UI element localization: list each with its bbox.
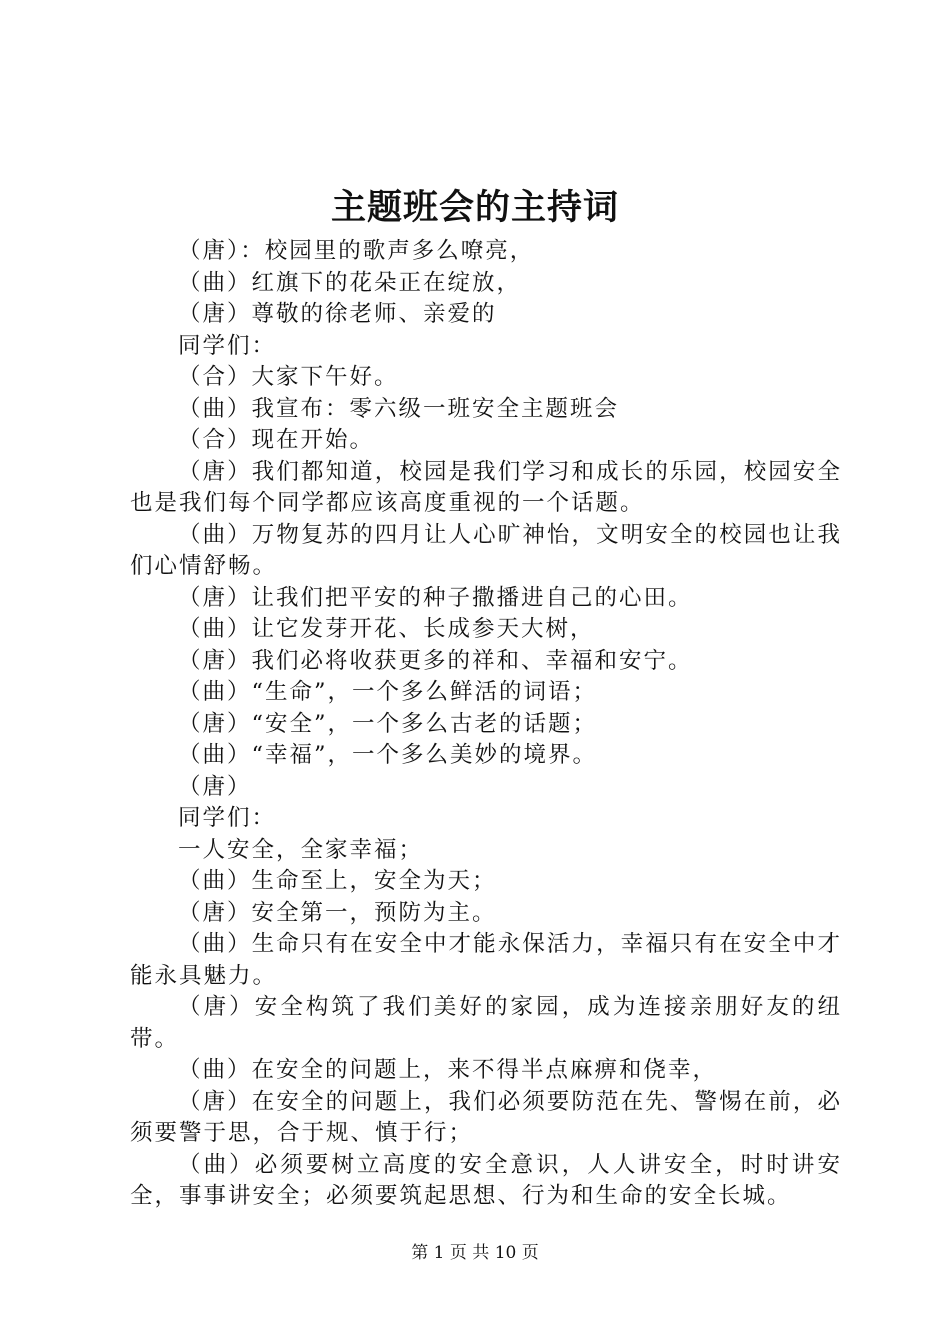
paragraph: （合）大家下午好。 xyxy=(178,364,399,390)
paragraph: （唐）安全第一，预防为主。 xyxy=(178,899,497,926)
paragraph: （曲）生命只有在安全中才能永保活力，幸福只有在安全中才能永具魅力。 xyxy=(130,931,842,989)
paragraph: （唐）安全构筑了我们美好的家园，成为连接亲朋好友的纽带。 xyxy=(130,994,842,1052)
paragraph: （曲）在安全的问题上，来不得半点麻痹和侥幸， xyxy=(178,1057,718,1083)
paragraph: （曲）“幸福”，一个多么美妙的境界。 xyxy=(178,742,598,768)
paragraph: （唐） xyxy=(178,773,252,800)
page-title: 主题班会的主持词 xyxy=(330,187,619,228)
paragraph: （曲）我宣布：零六级一班安全主题班会 xyxy=(178,395,620,422)
paragraph: （唐）：校园里的歌声多么嘹亮， xyxy=(178,238,535,264)
paragraph: （曲）“生命”，一个多么鲜活的词语； xyxy=(178,679,598,705)
paragraph: 同学们： xyxy=(178,805,277,831)
paragraph: （曲）必须要树立高度的安全意识，人人讲安全，时时讲安全，事事讲安全；必须要筑起思想、行为和生命的安全长城。 xyxy=(130,1151,842,1209)
paragraph: （合）现在开始。 xyxy=(178,427,375,453)
paragraph: （曲）红旗下的花朵正在绽放， xyxy=(178,269,522,296)
document-body xyxy=(130,236,842,1213)
paragraph: （曲）生命至上，安全为天； xyxy=(178,868,497,894)
paragraph: （唐）在安全的问题上，我们必须要防范在先、警惕在前，必须要警于思，合于规、慎于行； xyxy=(130,1088,842,1146)
paragraph: 一人安全，全家幸福； xyxy=(178,836,424,863)
paragraph: （曲）让它发芽开花、长成参天大树， xyxy=(178,616,595,642)
paragraph: （唐）让我们把平安的种子撒播进自己的心田。 xyxy=(178,584,693,611)
paragraph: （唐）我们都知道，校园是我们学习和成长的乐园，校园安全也是我们每个同学都应该高度重视的一个话题。 xyxy=(130,458,842,516)
paragraph: （唐）我们必将收获更多的祥和、幸福和安宁。 xyxy=(178,647,693,674)
paragraph: （曲）万物复苏的四月让人心旷神怡，文明安全的校园也让我们心情舒畅。 xyxy=(130,521,842,579)
paragraph: （唐）“安全”，一个多么古老的话题； xyxy=(178,710,598,737)
paragraph: 同学们： xyxy=(178,332,277,359)
page-footer: 第 1 页 共 10 页 xyxy=(411,1243,539,1263)
paragraph: （唐）尊敬的徐老师、亲爱的 xyxy=(178,301,497,327)
